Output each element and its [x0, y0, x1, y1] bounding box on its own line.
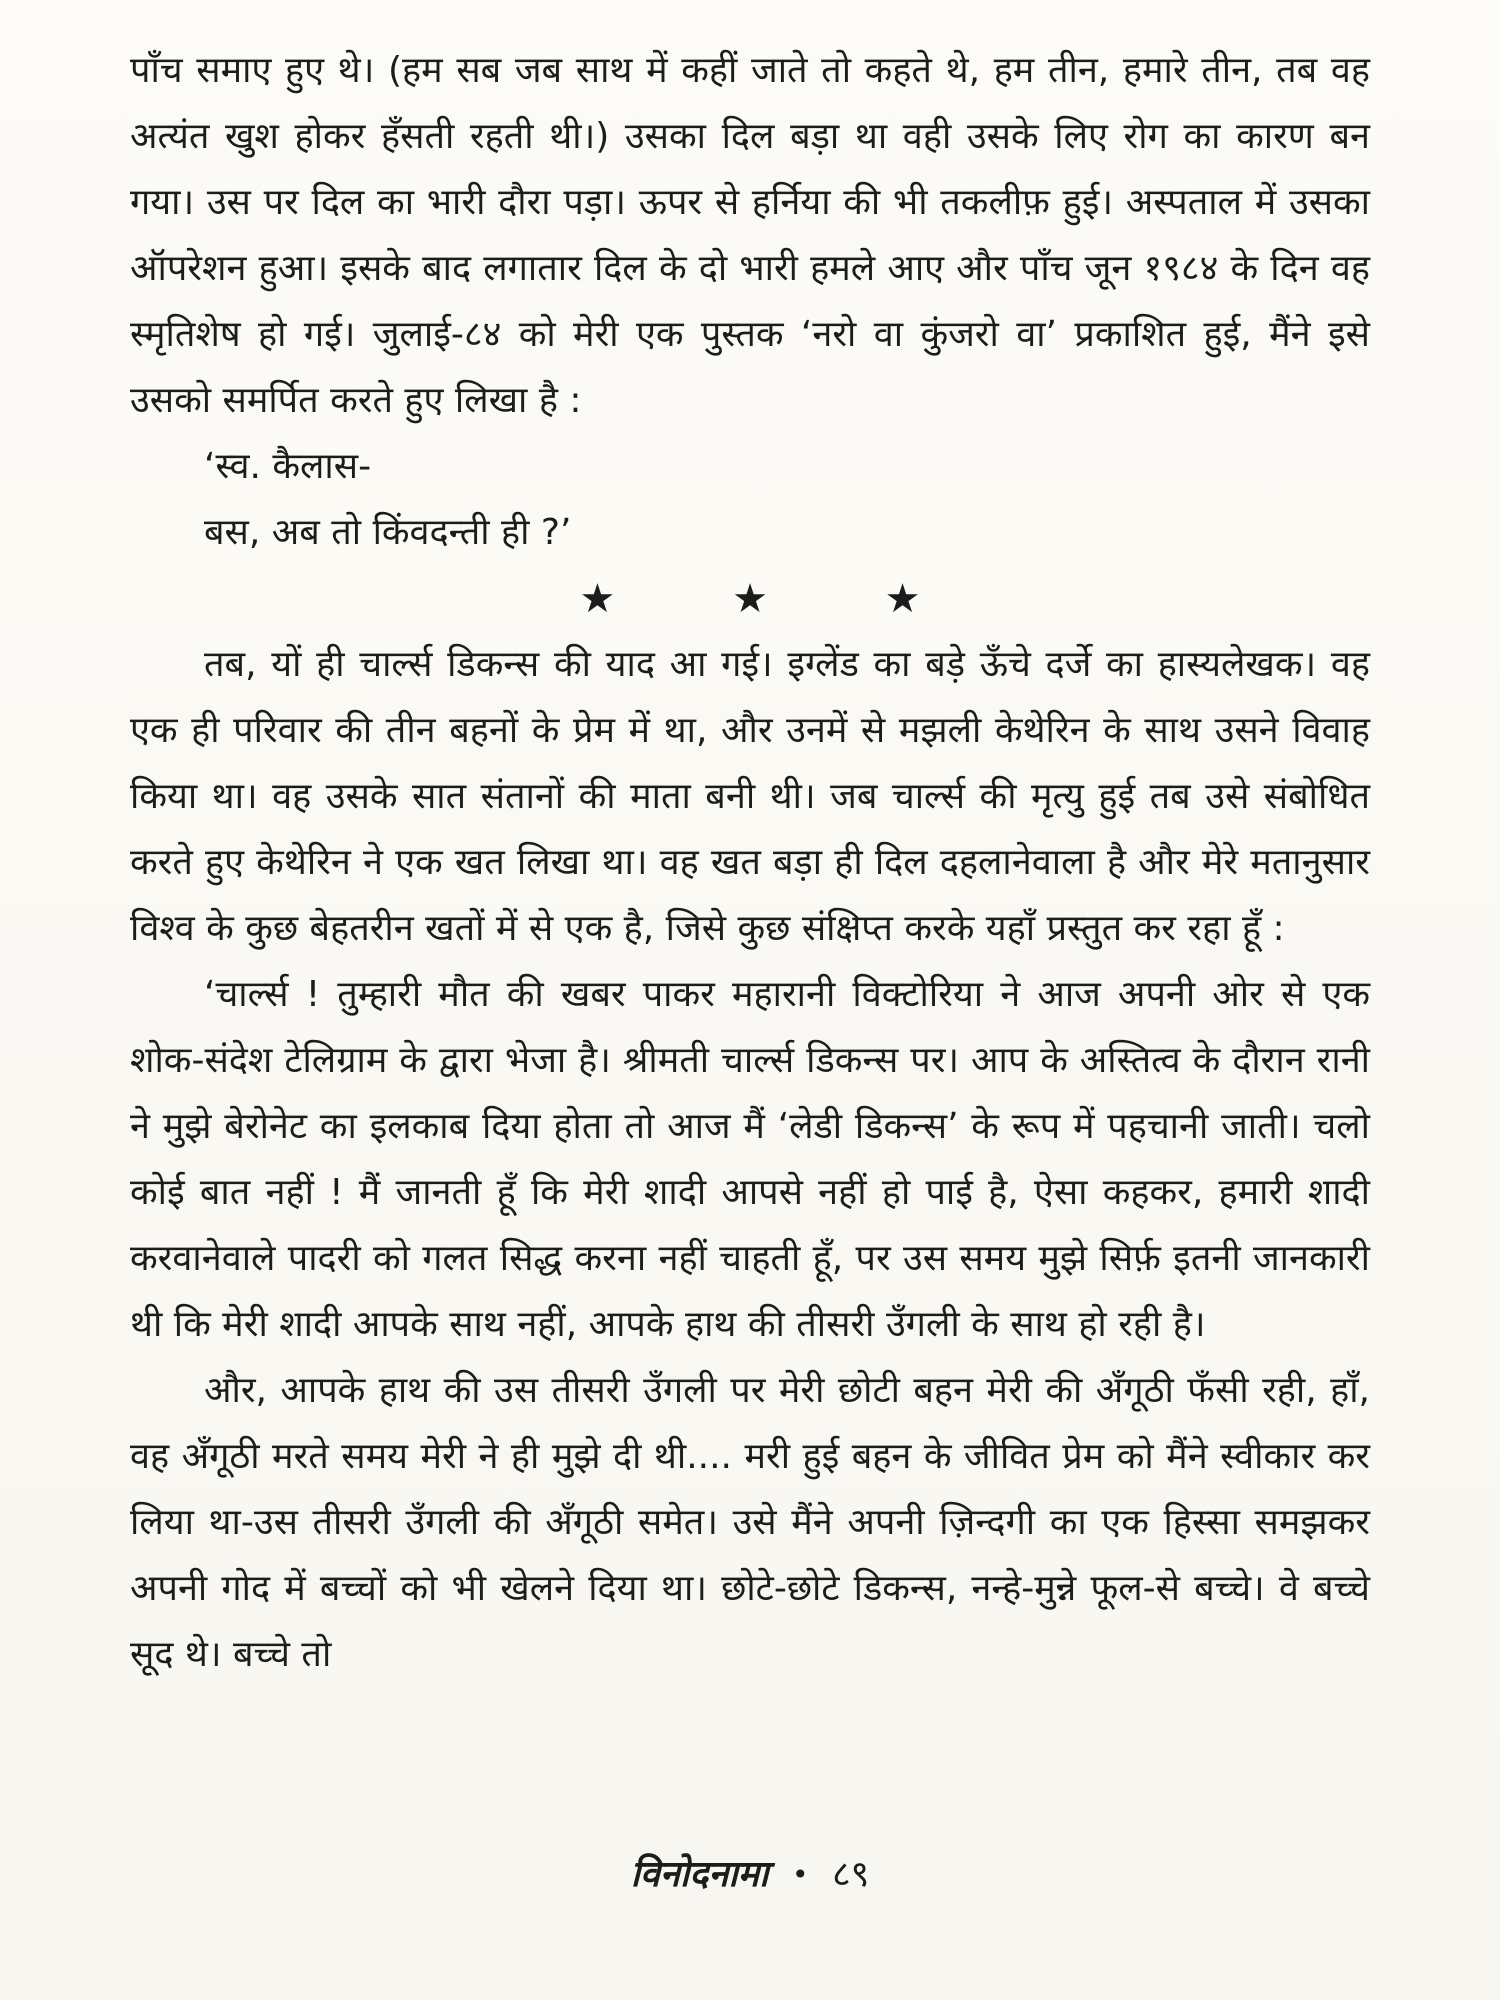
- bullet-separator: •: [791, 1858, 809, 1891]
- section-break-stars: [130, 566, 1370, 632]
- star-icon: ★: [579, 576, 616, 622]
- page-body-text: [130, 38, 1370, 1688]
- dedication-line-2: बस, अब तो किंवदन्ती ही ?’: [204, 512, 572, 553]
- paragraph-2: तब, यों ही चार्ल्स डिकन्स की याद आ गई। इग्लेंड का बड़े ऊँचे दर्जे का हास्यलेखक। वह एक ही परिवार की तीन बहनों के प्रेम में था, और उनमें से मझली केथेरिन के साथ उसने विवाह किया था। वह उसके सात संतानों की माता बनी थी। जब चार्ल्स की मृत्यु हुई तब उसे संबोधित करते हुए केथेरिन ने एक खत लिखा था। वह खत बड़ा ही दिल दहलानेवाला है और मेरे मतानुसार विश्व के कुछ बेहतरीन खतों में से एक है, जिसे कुछ संक्षिप्त करके यहाँ प्रस्तुत कर रहा हूँ :: [130, 644, 1370, 949]
- star-icon: ★: [732, 576, 768, 622]
- paragraph-4: और, आपके हाथ की उस तीसरी उँगली पर मेरी छोटी बहन मेरी की अँगूठी फँसी रही, हाँ, वह अँगूठी मरते समय मेरी ने ही मुझे दी थी.... मरी हुई बहन के जीवित प्रेम को मैंने स्वीकार कर लिया था-उस तीसरी उँगली की अँगूठी समेत। उसे मैंने अपनी ज़िन्दगी का एक हिस्सा समझकर अपनी गोद में बच्चों को भी खेलने दिया था। छोटे-छोटे डिकन्स, नन्हे-मुन्ने फूल-से बच्चे। वे बच्चे सूद थे। बच्चे तो: [130, 1370, 1370, 1675]
- paragraph-3: ‘चार्ल्स ! तुम्हारी मौत की खबर पाकर महारानी विक्टोरिया ने आज अपनी ओर से एक शोक-संदेश टेलिग्राम के द्वारा भेजा है। श्रीमती चार्ल्स डिकन्स पर। आप के अस्तित्व के दौरान रानी ने मुझे बेरोनेट का इलकाब दिया होता तो आज मैं ‘लेडी डिकन्स’ के रूप में पहचानी जाती। चलो कोई बात नहीं ! मैं जानती हूँ कि मेरी शादी आपसे नहीं हो पाई है, ऐसा कहकर, हमारी शादी करवानेवाले पादरी को गलत सिद्ध करना नहीं चाहती हूँ, पर उस समय मुझे सिर्फ़ इतनी जानकारी थी कि मेरी शादी आपके साथ नहीं, आपके हाथ की तीसरी उँगली के साथ हो रही है।: [130, 974, 1370, 1345]
- paragraph-1: पाँच समाए हुए थे। (हम सब जब साथ में कहीं जाते तो कहते थे, हम तीन, हमारे तीन, तब वह अत्यंत खुश होकर हँसती रहती थी।) उसका दिल बड़ा था वही उसके लिए रोग का कारण बन गया। उस पर दिल का भारी दौरा पड़ा। ऊपर से हर्निया की भी तकलीफ़ हुई। अस्पताल में उसका ऑपरेशन हुआ। इसके बाद लगातार दिल के दो भारी हमले आए और पाँच जून १९८४ के दिन वह स्मृतिशेष हो गई। जुलाई-८४ को मेरी एक पुस्तक ‘नरो वा कुंजरो वा’ प्रकाशित हुई, मैंने इसे उसको समर्पित करते हुए लिखा है :: [130, 50, 1370, 421]
- dedication-line-1: ‘स्व. कैलास-: [204, 446, 372, 487]
- star-icon: ★: [884, 576, 921, 622]
- book-title: विनोदनामा: [630, 1854, 769, 1895]
- page-footer: [0, 1850, 1500, 1900]
- page-number: ८९: [831, 1854, 870, 1895]
